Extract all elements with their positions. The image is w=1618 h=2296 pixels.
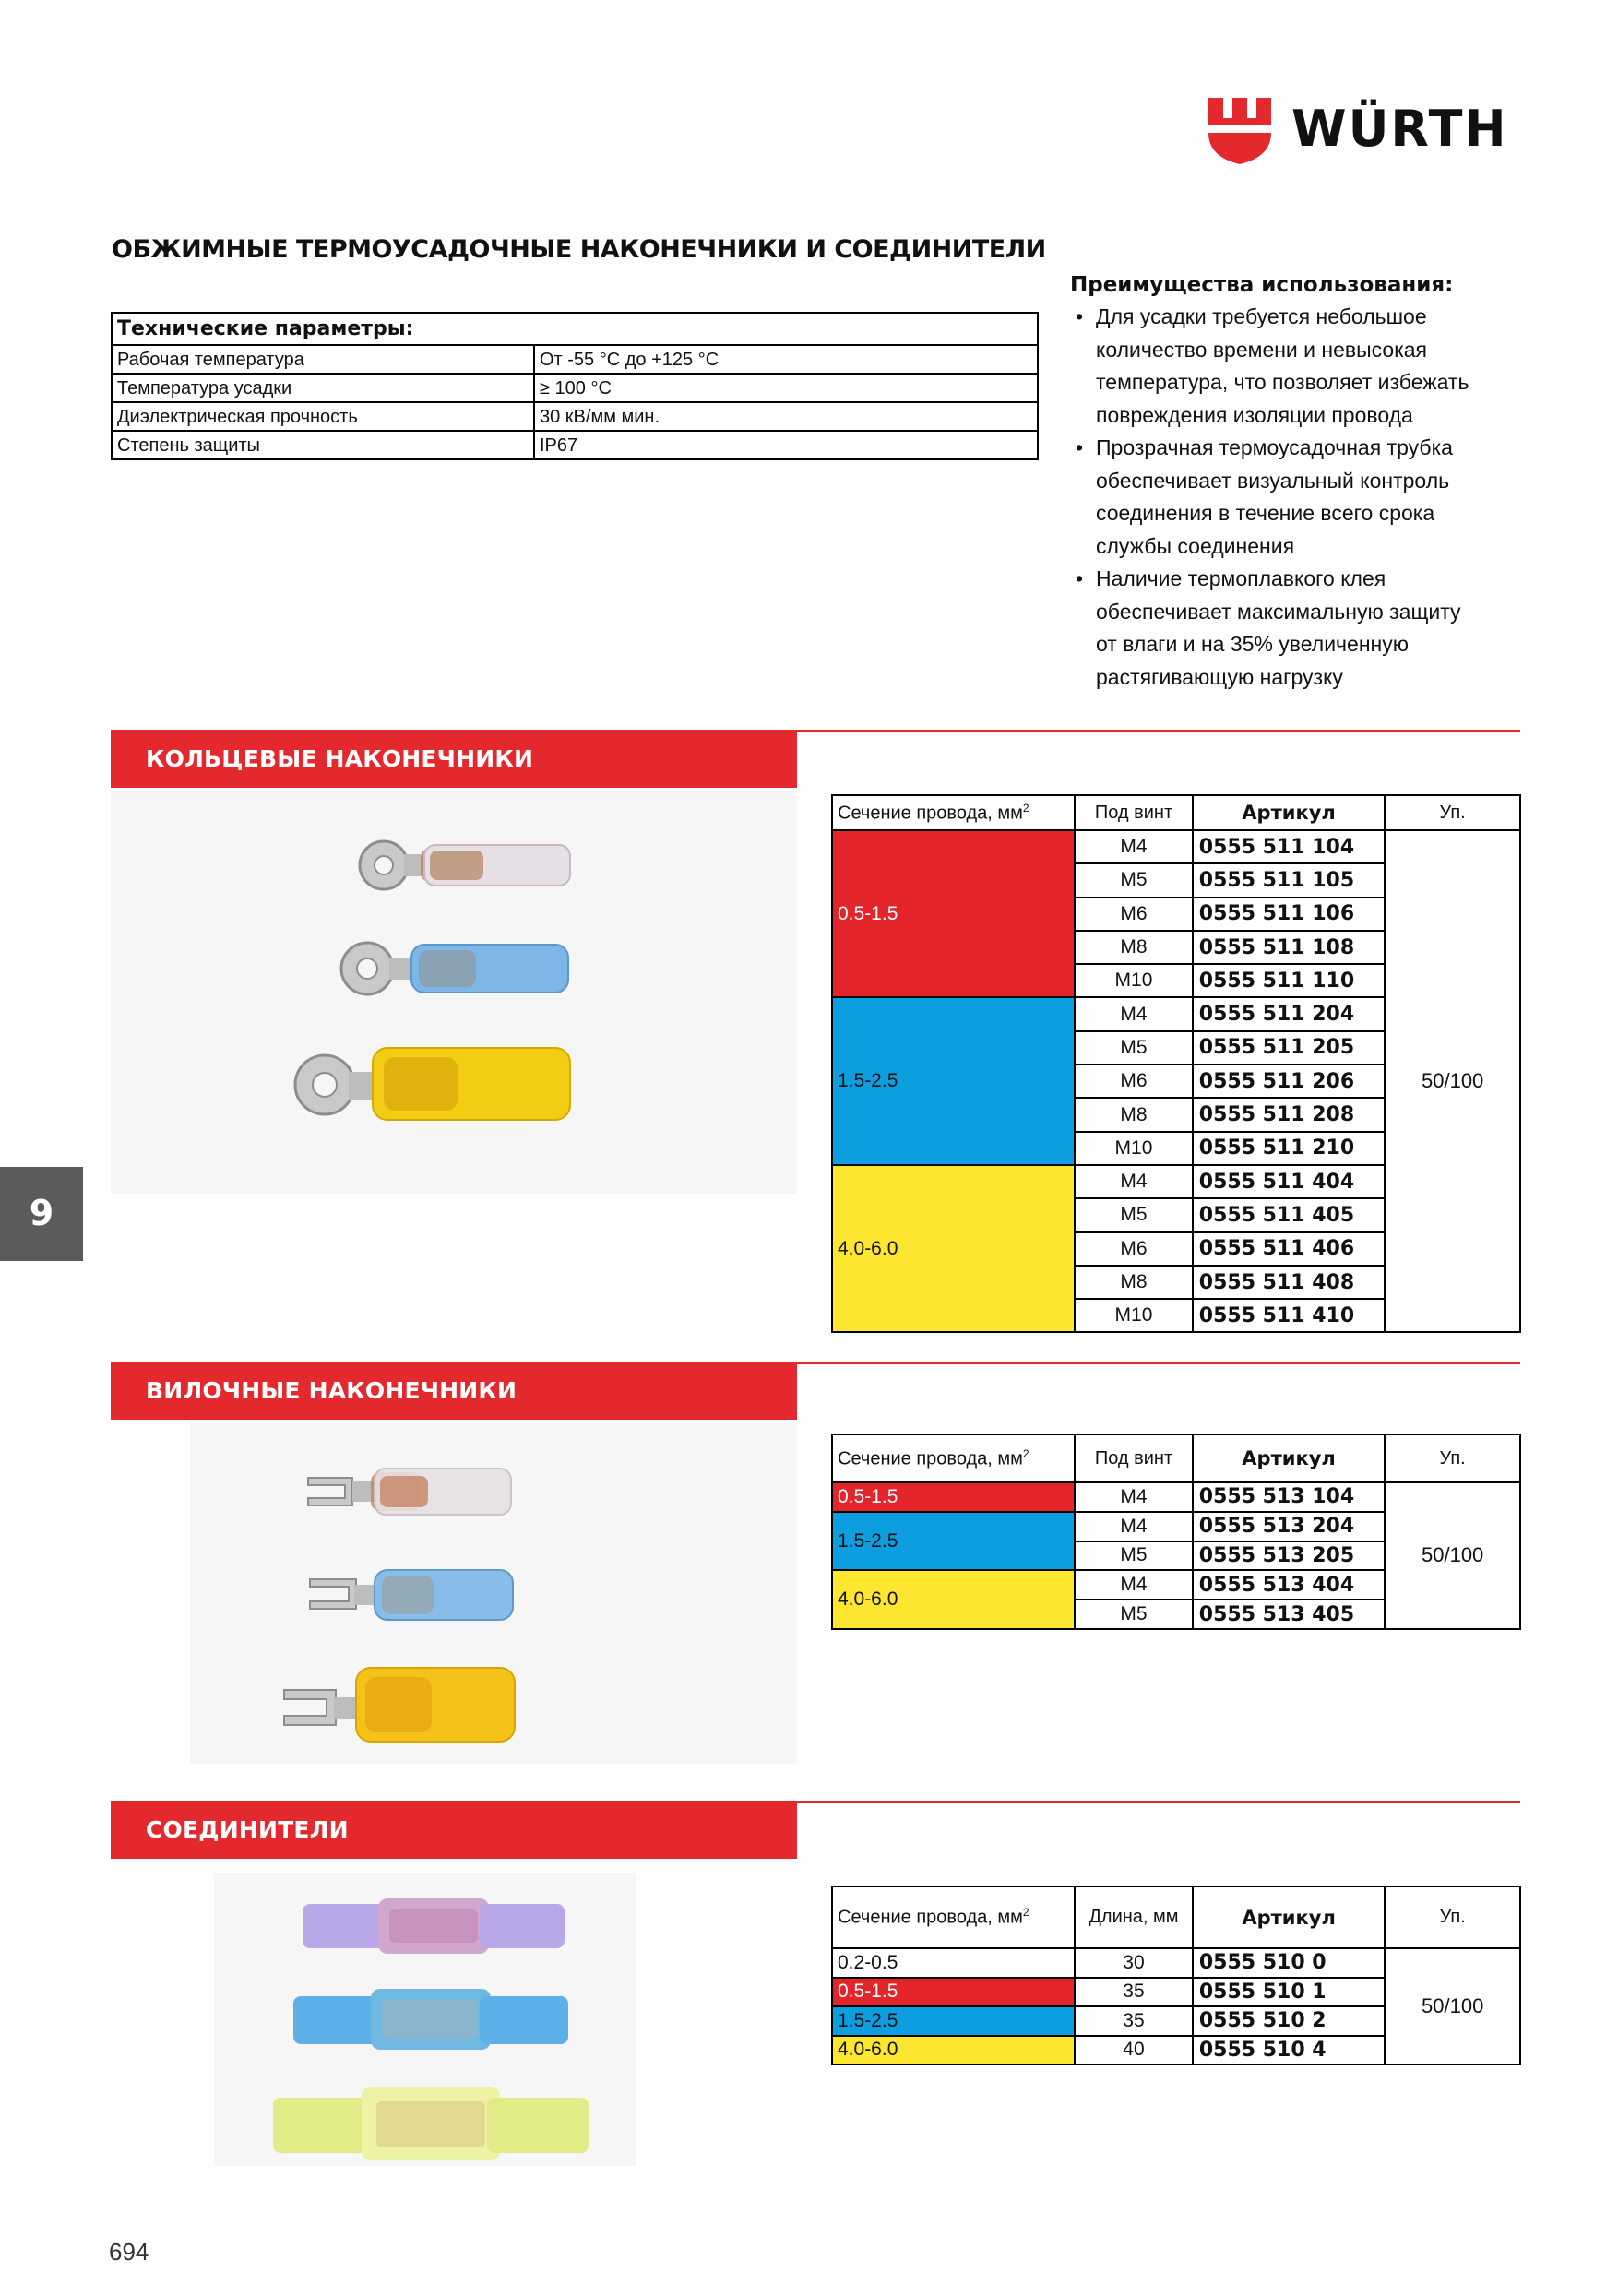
page-title: ОБЖИМНЫЕ ТЕРМОУСАДОЧНЫЕ НАКОНЕЧНИКИ И СОЕДИНИТЕЛИ [112, 235, 1046, 264]
article-cell: 0555 513 205 [1193, 1541, 1386, 1571]
col-header-length: Длина, мм [1075, 1886, 1193, 1948]
screw-cell: M4 [1075, 1482, 1193, 1512]
section-title: КОЛЬЦЕВЫЕ НАКОНЕЧНИКИ [146, 745, 534, 772]
range-cell: 0.5-1.5 [832, 830, 1075, 997]
ring-terminals-photo [111, 791, 797, 1194]
table-row [832, 1482, 1520, 1512]
length-cell: 30 [1075, 1948, 1193, 1978]
col-header-pack: Уп. [1385, 795, 1520, 830]
connectors-photo [214, 1873, 636, 2166]
screw-cell: M5 [1075, 863, 1193, 897]
advantage-item [1070, 301, 1550, 432]
length-cell: 35 [1075, 1978, 1193, 2007]
advantage-line: • Прозрачная термоусадочная трубка [1096, 435, 1453, 459]
col-header-section: Сечение провода, $мм^2$ [832, 1886, 1075, 1948]
article-cell: 0555 511 208 [1193, 1098, 1386, 1131]
tech-row [112, 402, 1038, 431]
screw-cell: M6 [1075, 898, 1193, 931]
screw-cell: M5 [1075, 1198, 1193, 1231]
range-cell: 1.5-2.5 [832, 997, 1075, 1164]
pack-cell: 50/100 [1385, 1482, 1520, 1629]
col-header-article: Артикул [1193, 1434, 1386, 1482]
tech-value: ≥ 100 °С [534, 374, 1038, 402]
section-header-connectors [111, 1802, 797, 1859]
col-header-screw: Под винт [1075, 795, 1193, 830]
article-cell: 0555 510 2 [1193, 2006, 1386, 2036]
advantages-title: Преимущества использования: [1070, 273, 1454, 297]
screw-cell: M4 [1075, 830, 1193, 863]
article-cell: 0555 510 0 [1193, 1948, 1386, 1978]
advantage-line: температура, что позволяет избежать [1096, 370, 1469, 394]
article-cell: 0555 511 410 [1193, 1299, 1386, 1332]
range-cell: 0.5-1.5 [832, 1978, 1075, 2007]
advantages-list [1070, 301, 1550, 694]
chapter-number: 9 [29, 1193, 54, 1233]
wurth-logo [1207, 98, 1520, 164]
screw-cell: M8 [1075, 1098, 1193, 1131]
length-cell: 40 [1075, 2036, 1193, 2065]
advantage-line: • Наличие термоплавкого клея [1096, 566, 1386, 590]
article-cell: 0555 511 406 [1193, 1232, 1386, 1266]
tech-row [112, 374, 1038, 402]
range-cell: 4.0-6.0 [832, 1165, 1075, 1332]
table-header-row [832, 795, 1520, 830]
screw-cell: M6 [1075, 1232, 1193, 1266]
article-cell: 0555 511 206 [1193, 1065, 1386, 1098]
screw-cell: M10 [1075, 964, 1193, 997]
pack-cell: 50/100 [1385, 1948, 1520, 2064]
article-cell: 0555 513 405 [1193, 1600, 1386, 1629]
section-header-fork [111, 1362, 797, 1420]
article-cell: 0555 510 1 [1193, 1978, 1386, 2007]
screw-cell: M8 [1075, 931, 1193, 964]
screw-cell: M5 [1075, 1600, 1193, 1629]
article-cell: 0555 511 110 [1193, 964, 1386, 997]
fork-table [831, 1434, 1521, 1630]
advantage-item [1070, 563, 1550, 694]
tech-params-header-row [112, 313, 1038, 345]
screw-cell: M5 [1075, 1031, 1193, 1065]
screw-cell: M4 [1075, 1570, 1193, 1600]
pack-cell: 50/100 [1385, 830, 1520, 1332]
connectors-image [214, 1873, 636, 2166]
screw-cell: M4 [1075, 997, 1193, 1030]
tech-label: Диэлектрическая прочность [112, 402, 534, 431]
advantage-item [1070, 432, 1550, 563]
col-header-pack: Уп. [1385, 1434, 1520, 1482]
advantage-line: повреждения изоляции провода [1096, 402, 1413, 427]
article-cell: 0555 511 105 [1193, 863, 1386, 897]
range-cell: 4.0-6.0 [832, 2036, 1075, 2065]
table-row [832, 830, 1520, 863]
tech-row [112, 431, 1038, 459]
advantage-line: • Для усадки требуется небольшое [1096, 304, 1427, 328]
range-cell: 0.5-1.5 [832, 1482, 1075, 1512]
article-cell: 0555 510 4 [1193, 2036, 1386, 2065]
tech-params-header: Технические параметры: [112, 313, 1038, 345]
section-header-ring [111, 731, 797, 788]
article-cell: 0555 511 108 [1193, 931, 1386, 964]
advantage-line: службы соединения [1096, 533, 1295, 558]
tech-label: Рабочая температура [112, 345, 534, 374]
col-header-screw: Под винт [1075, 1434, 1193, 1482]
tech-label: Степень защиты [112, 431, 534, 459]
advantage-line: от влаги и на 35% увеличенную [1096, 632, 1409, 656]
tech-value: 30 кВ/мм мин. [534, 402, 1038, 431]
tech-params-table [111, 312, 1039, 460]
table-header-row [832, 1886, 1520, 1948]
col-header-pack: Уп. [1385, 1886, 1520, 1948]
screw-cell: M10 [1075, 1299, 1193, 1332]
article-cell: 0555 511 104 [1193, 830, 1386, 863]
wurth-logo-icon [1207, 98, 1273, 164]
screw-cell: M4 [1075, 1165, 1193, 1198]
col-header-section: Сечение провода, $мм^2$ [832, 1434, 1075, 1482]
length-cell: 35 [1075, 2006, 1193, 2036]
advantages-block [1070, 273, 1550, 694]
section-title: ВИЛОЧНЫЕ НАКОНЕЧНИКИ [146, 1377, 518, 1404]
table-row [832, 1948, 1520, 1978]
article-cell: 0555 511 404 [1193, 1165, 1386, 1198]
article-cell: 0555 511 405 [1193, 1198, 1386, 1231]
range-cell: 1.5-2.5 [832, 2006, 1075, 2036]
col-header-article: Артикул [1193, 1886, 1386, 1948]
advantage-line: растягивающую нагрузку [1096, 664, 1343, 689]
tech-label: Температура усадки [112, 374, 534, 402]
advantage-line: количество времени и невысокая [1096, 337, 1428, 362]
tech-row [112, 345, 1038, 374]
article-cell: 0555 511 204 [1193, 997, 1386, 1030]
brand-name: WÜRTH [1291, 100, 1508, 158]
article-cell: 0555 511 210 [1193, 1132, 1386, 1165]
article-cell: 0555 513 104 [1193, 1482, 1386, 1512]
chapter-tab [0, 1167, 83, 1261]
article-cell: 0555 511 205 [1193, 1031, 1386, 1065]
section-title: СОЕДИНИТЕЛИ [146, 1816, 349, 1843]
screw-cell: M5 [1075, 1541, 1193, 1571]
range-cell: 4.0-6.0 [832, 1570, 1075, 1629]
ring-table [831, 794, 1521, 1333]
advantage-line: соединения в течение всего срока [1096, 501, 1435, 525]
screw-cell: M8 [1075, 1266, 1193, 1299]
fork-terminals-image [190, 1422, 797, 1764]
tech-value: От -55 °С до +125 °С [534, 345, 1038, 374]
ring-terminals-image [111, 791, 797, 1194]
screw-cell: M6 [1075, 1065, 1193, 1098]
col-header-article: Артикул [1193, 795, 1386, 830]
screw-cell: M4 [1075, 1512, 1193, 1541]
article-cell: 0555 513 204 [1193, 1512, 1386, 1541]
article-cell: 0555 511 408 [1193, 1266, 1386, 1299]
tech-value: IP67 [534, 431, 1038, 459]
range-cell: 1.5-2.5 [832, 1512, 1075, 1571]
range-cell: 0.2-0.5 [832, 1948, 1075, 1978]
page-number: 694 [109, 2238, 149, 2266]
article-cell: 0555 511 106 [1193, 898, 1386, 931]
advantage-line: обеспечивает максимальную защиту [1096, 599, 1461, 624]
col-header-section: Сечение провода, $мм^2$ [832, 795, 1075, 830]
connectors-table [831, 1886, 1521, 2065]
table-header-row [832, 1434, 1520, 1482]
advantage-line: обеспечивает визуальный контроль [1096, 468, 1450, 493]
article-cell: 0555 513 404 [1193, 1570, 1386, 1600]
fork-terminals-photo [190, 1422, 797, 1764]
screw-cell: M10 [1075, 1132, 1193, 1165]
